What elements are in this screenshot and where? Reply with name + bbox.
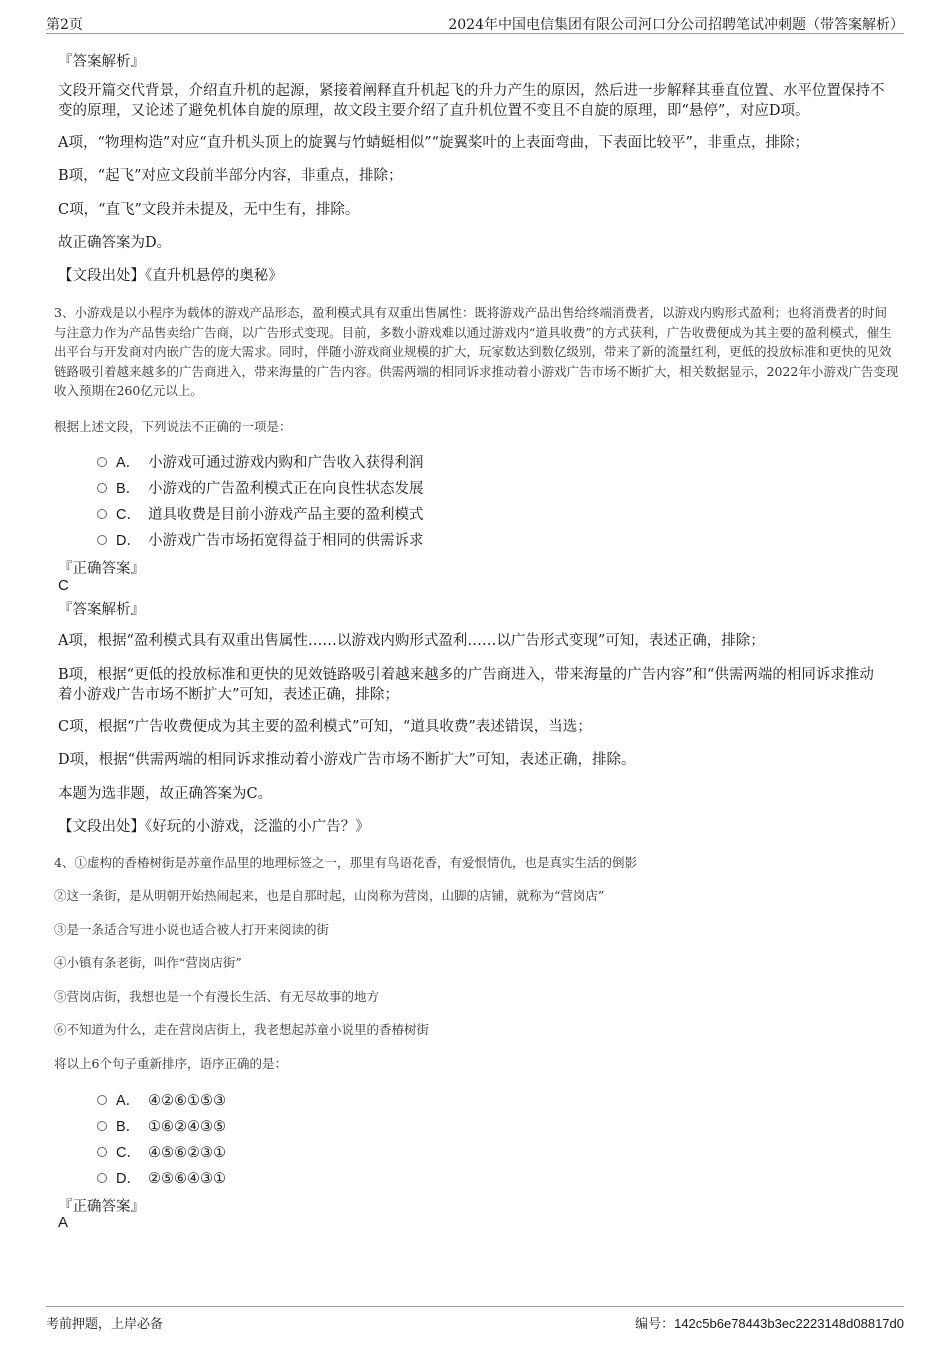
q3-conclusion: 本题为选非题，故正确答案为C。 <box>58 786 273 802</box>
q3-option-a-note: A项，根据“盈利模式具有双重出售属性……以游戏内购形式盈利……以广告形式变现”可知，表述正确，排除； <box>58 633 765 649</box>
radio-icon[interactable] <box>97 1095 107 1105</box>
footer-divider <box>46 1306 904 1307</box>
q3-source: 【文段出处】《好玩的小游戏，泛滥的小广告？》 <box>58 819 370 835</box>
radio-icon[interactable] <box>97 457 107 467</box>
q4-sentence-6: ⑥不知道为什么，走在营岗店街上，我老想起苏童小说里的香椿树街 <box>54 1022 430 1037</box>
q4-sentence-5: ⑤营岗店街，我想也是一个有漫长生活、有无尽故事的地方 <box>54 989 380 1004</box>
q4-sentence-3: ③是一条适合写进小说也适合被人打开来阅读的街 <box>54 922 330 937</box>
q2-analysis-label: 『答案解析』 <box>58 54 145 70</box>
q2-option-a-note: A项，“物理构造”对应“直升机头顶上的旋翼与竹蜻蜓相似”“旋翼桨叶的上表面弯曲，下表面比较平”，非重点，排除； <box>58 135 809 151</box>
radio-icon[interactable] <box>97 535 107 545</box>
q3-option-c-note: C项，根据“广告收费便成为其主要的盈利模式”可知，“道具收费”表述错误，当选； <box>58 719 592 735</box>
radio-icon[interactable] <box>97 1147 107 1157</box>
q3-option-b[interactable]: B． 小游戏的广告盈利模式正在向良性状态发展 <box>97 477 424 498</box>
q3-option-c[interactable]: C． 道具收费是目前小游戏产品主要的盈利模式 <box>97 503 424 524</box>
q4-option-a[interactable]: A． ④②⑥①⑤③ <box>97 1089 226 1110</box>
q4-option-d[interactable]: D． ②⑤⑥④③① <box>97 1167 226 1188</box>
q2-option-b-note: B项，“起飞”对应文段前半部分内容，非重点，排除； <box>58 168 403 184</box>
radio-icon[interactable] <box>97 483 107 493</box>
q4-answer: A <box>58 1214 69 1231</box>
q4-sentence-1: 4、①虚构的香椿树街是苏童作品里的地理标签之一，那里有鸟语花香，有爱恨情仇，也是真实生活的倒影 <box>54 855 637 870</box>
q2-option-c-note: C项，“直飞”文段并未提及，无中生有，排除。 <box>58 202 360 218</box>
document-id <box>635 1313 904 1332</box>
q3-question: 根据上述文段，下列说法不正确的一项是： <box>54 419 292 434</box>
q4-sentence-2: ②这一条街，是从明朝开始热闹起来，也是自那时起，山岗称为营岗，山脚的店铺，就称为“营岗店” <box>54 888 605 903</box>
radio-icon[interactable] <box>97 509 107 519</box>
q4-answer-label: 『正确答案』 <box>58 1199 145 1215</box>
q2-source: 【文段出处】《直升机悬停的奥秘》 <box>58 268 283 284</box>
q3-passage: 3、小游戏是以小程序为载体的游戏产品形态，盈利模式具有双重出售属性：既将游戏产品出售给终端消费者，以游戏内购形式盈利；也将消费者的时间与注意力作为产品售卖给广告商，以广告形式变现。目前，多数小游戏难以通过游戏内“道具收费”的方式获利，广告收费便成为其主要的盈利模式，催生出平台与开发商对内嵌广告的庞大需求。同时，伴随小游戏商业规模的扩大，玩家数达到数亿级别，带来了新的流量红利，更低的投放标准和更快的见效链路吸引着越来越多的广告商进入，带来海量的广告内容。供需两端的相同诉求推动着小游戏广告市场不断扩大，相关数据显示，2022年小游戏广告变现收入预期在260亿元以上。 <box>54 305 899 398</box>
q2-analysis-text: 文段开篇交代背景，介绍直升机的起源，紧接着阐释直升机起飞的升力产生的原因，然后进一步解释其垂直位置、水平位置保持不变的原理，又论述了避免机体自旋的原理，故文段主要介绍了直升机位置不变且不自旋的原理，即“悬停”，对应D项。 <box>58 83 885 119</box>
radio-icon[interactable] <box>97 1121 107 1131</box>
q3-answer: C <box>58 577 69 594</box>
page-number: 第2页 <box>46 17 83 33</box>
footer-slogan: 考前押题，上岸必备 <box>46 1317 164 1332</box>
q3-answer-label: 『正确答案』 <box>58 561 145 577</box>
q3-analysis-label: 『答案解析』 <box>58 602 145 618</box>
q3-option-a[interactable]: A． 小游戏可通过游戏内购和广告收入获得利润 <box>97 451 424 472</box>
q2-conclusion: 故正确答案为D。 <box>58 235 172 251</box>
q3-option-b-note: B项，根据“更低的投放标准和更快的见效链路吸引着越来越多的广告商进入，带来海量的广告内容”和“供需两端的相同诉求推动着小游戏广告市场不断扩大”可知，表述正确，排除； <box>58 667 874 703</box>
document-id-value: 142c5b6e78443b3ec2223148d08817d0 <box>674 1316 904 1331</box>
radio-icon[interactable] <box>97 1173 107 1183</box>
document-id-label: 编号： <box>635 1317 675 1332</box>
header-divider <box>46 33 904 34</box>
q3-option-d-note: D项，根据“供需两端的相同诉求推动着小游戏广告市场不断扩大”可知，表述正确，排除。 <box>58 752 636 768</box>
document-title: 2024年中国电信集团有限公司河口分公司招聘笔试冲刺题（带答案解析） <box>448 17 904 33</box>
q4-question: 将以上6个句子重新排序，语序正确的是： <box>54 1056 287 1071</box>
q4-option-c[interactable]: C． ④⑤⑥②③① <box>97 1141 226 1162</box>
q3-option-d[interactable]: D． 小游戏广告市场拓宽得益于相同的供需诉求 <box>97 529 424 550</box>
q4-sentence-4: ④小镇有条老街，叫作“营岗店街” <box>54 955 242 970</box>
q4-option-b[interactable]: B． ①⑥②④③⑤ <box>97 1115 226 1136</box>
